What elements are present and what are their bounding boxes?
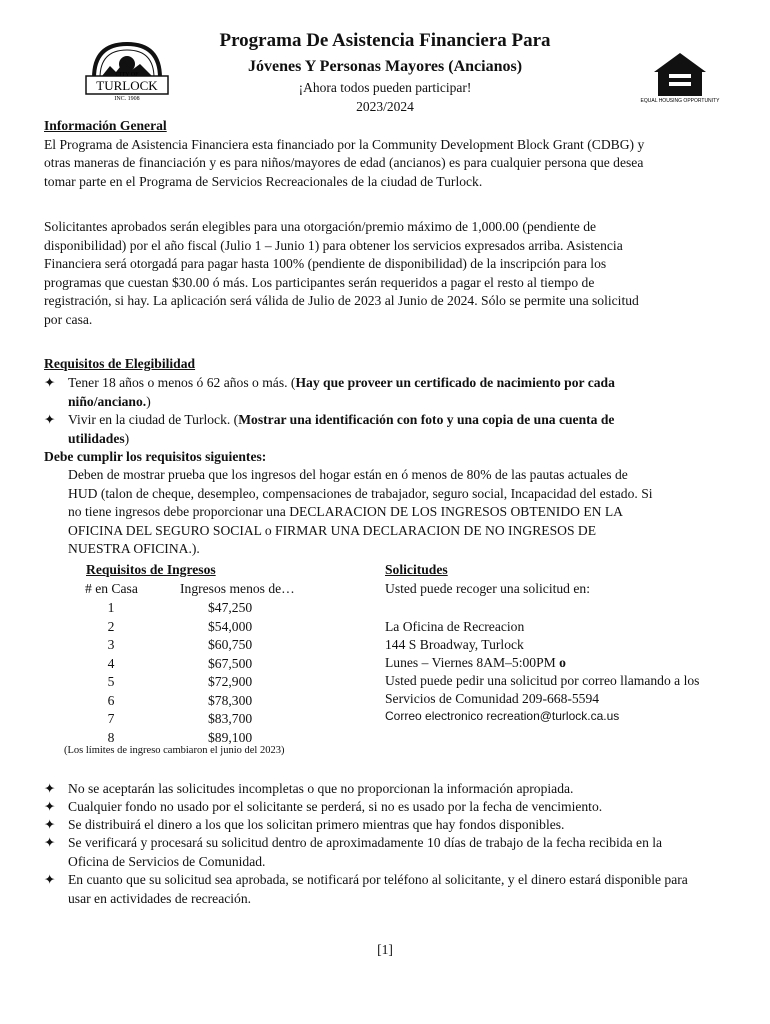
- eligibility-residence-bold: Mostrar una identificación con foto y una copia de una cuenta de: [238, 412, 615, 427]
- office-address: 144 S Broadway, Turlock: [385, 637, 524, 652]
- income-limit-cell: $78,300: [208, 692, 253, 708]
- income-limit-cell: $67,500: [208, 655, 253, 671]
- income-limit-cell: $60,750: [208, 637, 253, 652]
- general-info-line: otras maneras de financiación y es para niños/mayores de edad (ancianos) es para cualquier persona que desea: [44, 155, 644, 170]
- note-bullet: [44, 816, 724, 834]
- office-hours-or: o: [559, 655, 566, 670]
- note-text-continued: usar en actividades de recreación.: [68, 890, 252, 906]
- bullet-star-icon: ✦: [44, 817, 56, 832]
- award-line: por casa.: [44, 311, 93, 327]
- logo-inc: INC. 1908: [114, 96, 140, 102]
- logo-turlock: TURLOCK: [96, 78, 158, 93]
- office-hours-text: Lunes – Viernes 8AM–5:00PM: [385, 655, 556, 670]
- office-hours: [385, 655, 566, 671]
- general-info-section: [44, 117, 724, 191]
- income-requirements-heading: Requisitos de Ingresos: [86, 562, 216, 577]
- community-services-phone: Servicios de Comunidad 209-668-5594: [385, 691, 600, 706]
- eligibility-age-bold2: niño/anciano.: [68, 393, 147, 409]
- general-info-heading: Información General: [44, 118, 167, 133]
- income-limit-cell: $47,250: [208, 600, 253, 615]
- note-text-continued: Oficina de Servicios de Comunidad.: [68, 853, 266, 869]
- award-line: Financiera será otorgadá para pagar hasta 100% (pendiente de disponibilidad) de la inscripción para los: [44, 256, 607, 271]
- household-size-cell: 4: [107, 655, 115, 671]
- page-number: [1]: [377, 942, 393, 957]
- page-subtitle: ¡Ahora todos pueden participar!: [298, 80, 472, 95]
- bullet-star-icon: ✦: [44, 872, 56, 887]
- income-limit-note: (Los límites de ingreso cambiaron el junio del 2023): [64, 745, 285, 756]
- contact-email: Correo electronico recreation@turlock.ca.us: [385, 709, 620, 723]
- general-info-line: tomar parte en el Programa de Servicios Recreacionales de la ciudad de Turlock.: [44, 173, 483, 189]
- note-text: No se aceptarán las solicitudes incompletas o que no proporcionan la información apropiada.: [68, 781, 574, 796]
- household-size-header: # en Casa: [85, 581, 138, 596]
- program-year: 2023/2024: [356, 99, 414, 114]
- income-limit-cell: $54,000: [208, 618, 253, 634]
- bullet-star-icon: ✦: [44, 835, 56, 850]
- note-bullet: [44, 834, 724, 871]
- income-proof-line: Deben de mostrar prueba que los ingresos del hogar están en ó menos de 80% de las pautas actuales de: [68, 467, 628, 482]
- eligibility-bullet-age: [44, 374, 724, 411]
- income-proof-line: HUD (talon de cheque, desempleo, compensaciones de trabajador, seguro social, Incapacidad del estado. Si: [68, 485, 653, 501]
- bullet-star-icon: ✦: [44, 799, 56, 814]
- eligibility-age-text: Tener 18 años o menos ó 62 años o más. (: [68, 375, 296, 390]
- eligibility-residence-text: Vivir en la ciudad de Turlock. (: [68, 412, 239, 427]
- note-bullet: [44, 798, 724, 816]
- note-text: Se distribuirá el dinero a los que los solicitan primero mientras que hay fondos disponibles.: [68, 817, 565, 832]
- general-info-line: El Programa de Asistencia Financiera esta financiado por la Community Development Block Grant (CDBG) y: [44, 136, 645, 152]
- eligibility-residence-bold2: utilidades: [68, 430, 125, 446]
- household-size-cell: 5: [107, 674, 115, 689]
- income-limit-cell: $89,100: [208, 729, 253, 745]
- requirements-heading: Debe cumplir los requisitos siguientes:: [44, 449, 267, 464]
- income-proof-line: OFICINA DEL SEGURO SOCIAL o FIRMAR UNA DECLARACION DE NO INGRESOS DE: [68, 522, 597, 538]
- applications-intro: Usted puede recoger una solicitud en:: [385, 581, 590, 596]
- equal-housing-opportunity-icon: [640, 50, 720, 106]
- income-limit-cell: $83,700: [208, 711, 253, 726]
- eligibility-residence-close: ): [124, 430, 130, 446]
- eligibility-age-close: ): [146, 393, 151, 409]
- mail-request-line: Usted puede pedir una solicitud por correo llamando a los: [385, 673, 700, 688]
- office-name: La Oficina de Recreacion: [385, 619, 525, 634]
- award-line: Solicitantes aprobados serán elegibles para una otorgación/premio máximo de 1,000.00 (pendiente de: [44, 219, 597, 234]
- household-size-cell: 3: [107, 637, 115, 652]
- household-size-cell: 2: [107, 618, 115, 634]
- bullet-star-icon: ✦: [44, 412, 56, 427]
- household-size-cell: 8: [107, 729, 115, 745]
- note-text: En cuanto que su solicitud sea aprobada, se notificará por teléfono al solicitante, y el dinero estará disponible para: [68, 872, 688, 887]
- income-proof-line: NUESTRA OFICINA.).: [68, 541, 200, 556]
- page-title: Programa De Asistencia Financiera Para: [219, 30, 551, 51]
- logo-city-of: CITY OF: [115, 72, 139, 78]
- income-proof-paragraph: [68, 466, 728, 559]
- eligibility-heading: Requisitos de Elegibilidad: [44, 356, 196, 371]
- eligibility-age-bold: Hay que proveer un certificado de nacimiento por cada: [295, 375, 615, 390]
- note-bullet: [44, 871, 724, 908]
- award-line: registración, si hay. La aplicación será válida de Julio de 2023 al Junio de 2024. Sólo se permite una solicitud: [44, 293, 639, 308]
- household-size-cell: 7: [107, 711, 115, 726]
- income-limit-cell: $72,900: [208, 674, 253, 689]
- income-limit-header: Ingresos menos de…: [180, 581, 295, 596]
- household-size-cell: 1: [107, 600, 115, 615]
- income-proof-line: no tiene ingresos debe proporcionar una DECLARACION DE LOS INGRESOS OBTENIDO EN LA: [68, 504, 623, 519]
- award-line: programas que cuestan $30.00 ó más. Los participantes serán requeridos a pagar el resto al tiempo de: [44, 274, 595, 290]
- award-line: disponibilidad) por el año fiscal (Julio 1 – Junio 1) para obtener los servicios expresados arriba. Asistencia: [44, 237, 623, 253]
- note-text: Se verificará y procesará su solicitud dentro de aproximadamente 10 días de trabajo de la fecha recibida en la: [68, 835, 663, 850]
- bullet-star-icon: ✦: [44, 375, 56, 390]
- bullet-star-icon: ✦: [44, 781, 56, 796]
- household-size-cell: 6: [107, 692, 115, 708]
- award-paragraph: [44, 218, 724, 329]
- note-text: Cualquier fondo no usado por el solicitante se perderá, si no es usado por la fecha de vencimiento.: [68, 799, 603, 814]
- eho-caption: EQUAL HOUSING OPPORTUNITY: [640, 98, 720, 104]
- eligibility-bullet-residence: [44, 411, 724, 448]
- applications-heading: Solicitudes: [385, 562, 448, 577]
- note-bullet: [44, 780, 724, 798]
- page-title-line2: Jóvenes Y Personas Mayores (Ancianos): [247, 58, 523, 75]
